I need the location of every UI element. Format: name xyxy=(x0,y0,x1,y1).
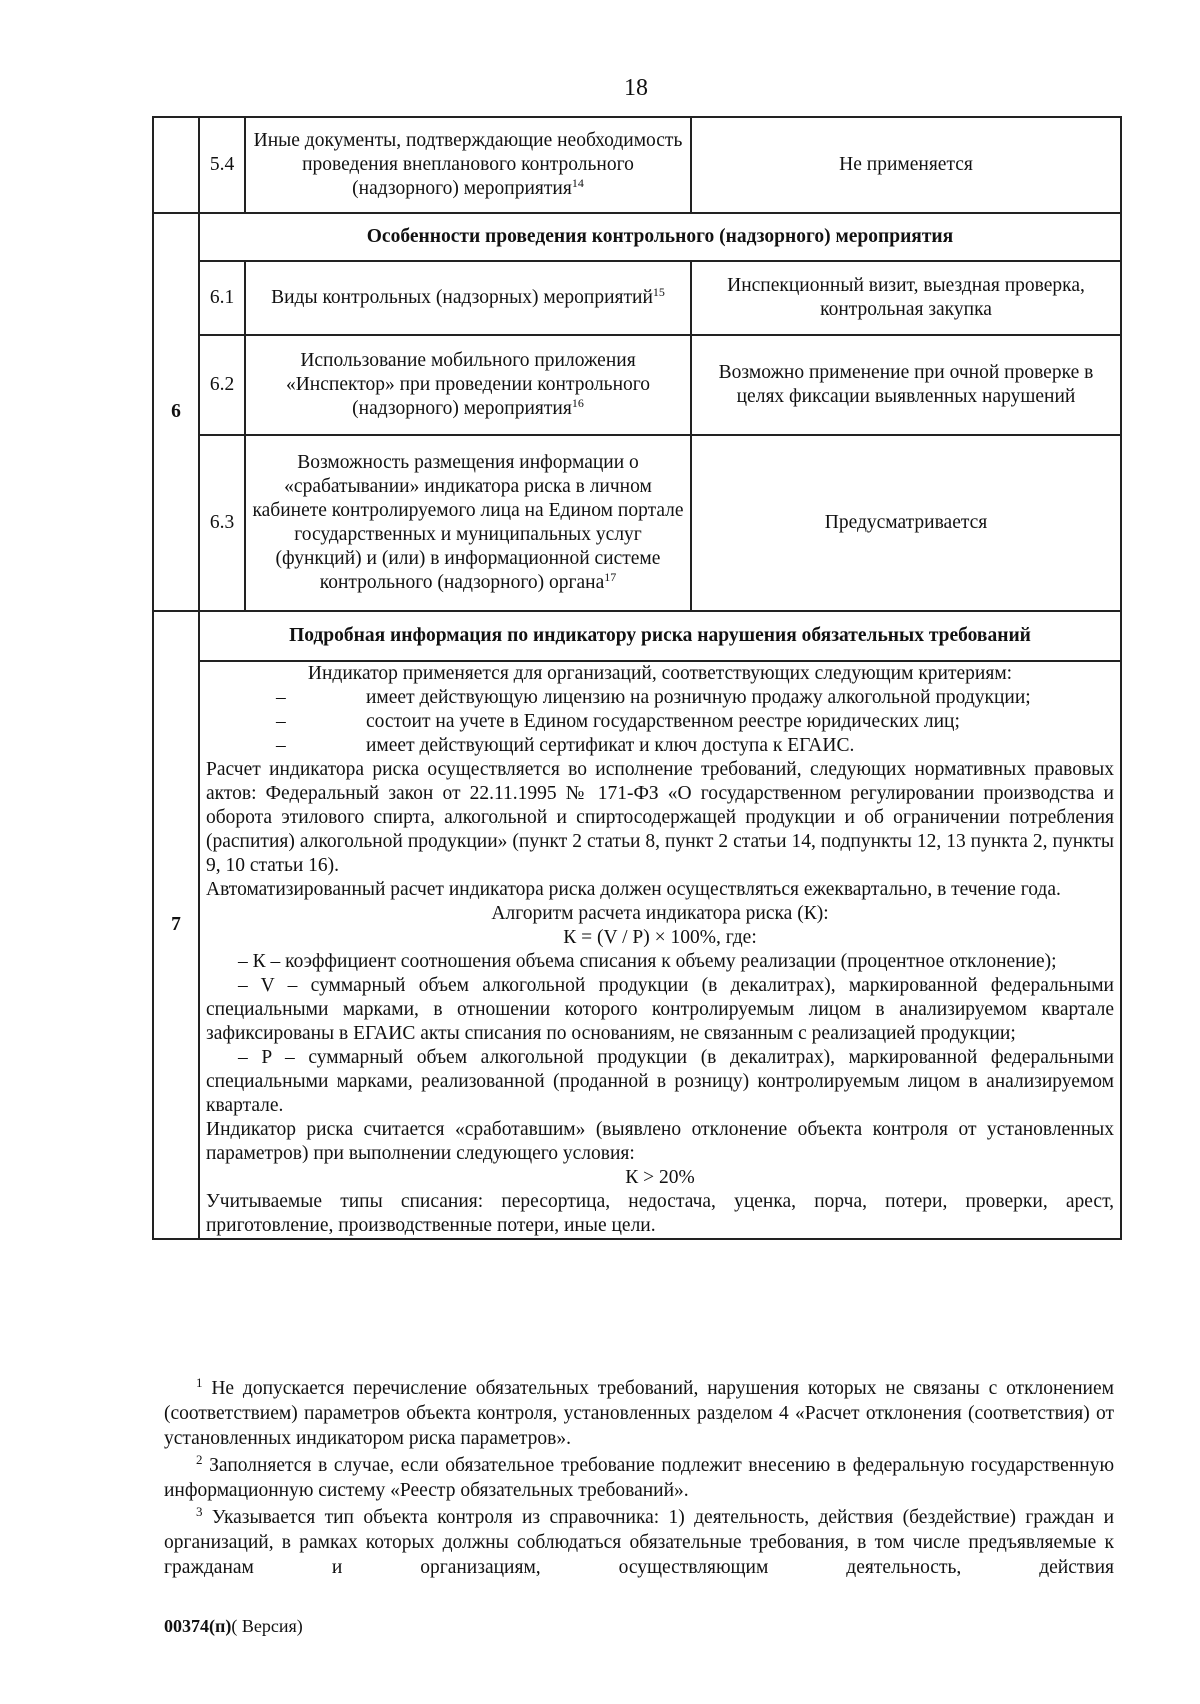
trigger-condition-text: Индикатор риска считается «сработавшим» (выявлено отклонение объекта контроля от установленных параметров) при выполнении следующего условия: xyxy=(206,1119,1114,1164)
row-name xyxy=(245,261,691,335)
criteria-intro: Индикатор применяется для организаций, соответствующих следующим критериям: xyxy=(307,663,1013,684)
page-number: 18 xyxy=(624,75,648,101)
definition-k: – К – коэффициент соотношения объема списания к объему реализации (процентное отклонение); xyxy=(238,951,1057,972)
footnote-text: Заполняется в случае, если обязательное требование подлежит внесению в федеральную государственную информационную систему «Реестр обязательных требований». xyxy=(164,1455,1115,1501)
writeoff-types: Учитываемые типы списания: пересортица, недостача, уценка, порча, потери, проверки, арест, приготовление, производственные потери, иные цели. xyxy=(206,1191,1114,1236)
row-value: Возможно применение при очной проверке в целях фиксации выявленных нарушений xyxy=(691,335,1121,435)
criteria-text: имеет действующий сертификат и ключ доступа к ЕГАИС. xyxy=(366,735,855,756)
criteria-item xyxy=(206,686,1114,710)
document-code-number: 00374(п) xyxy=(164,1616,232,1636)
trigger-condition: К > 20% xyxy=(625,1167,695,1188)
footnote-ref: 16 xyxy=(571,396,584,410)
footnote-mark: 1 xyxy=(196,1375,203,1390)
footnotes xyxy=(164,1376,1114,1582)
indicator-table xyxy=(152,116,1122,1240)
bullet-dash: – xyxy=(276,711,286,732)
row-name-text: Иные документы, подтверждающие необходимость проведения внепланового контрольного (надзорного) мероприятия xyxy=(253,130,683,199)
row-value: Не применяется xyxy=(691,117,1121,213)
section-number: 7 xyxy=(153,611,199,1239)
footnote-text: Указывается тип объекта контроля из справочника: 1) деятельность, действия (бездействие) граждан и организаций, в рамках которых должны соблюдаться обязательные требования, в том числе предъявляемые к гражданам и организациям, осуществляющим деятельность, действия xyxy=(164,1507,1115,1578)
row-name-text: Возможность размещения информации о «срабатывании» индикатора риска в личном кабинете контролируемого лица на Едином портале государственных и муниципальных услуг (функций) и (или) в информационной системе контрольного (надзорного) органа xyxy=(252,452,684,593)
row-number: 6.2 xyxy=(199,335,245,435)
automation-note: Автоматизированный расчет индикатора риска должен осуществляться ежеквартально, в течение года. xyxy=(206,879,1061,900)
bullet-dash: – xyxy=(276,735,286,756)
definition-p: – P – суммарный объем алкогольной продукции (в декалитрах), маркированной федеральными специальными марками, реализованной (проданной в розницу) контролируемым лицом в анализируемом квартале. xyxy=(206,1047,1114,1116)
criteria-item xyxy=(206,734,1114,758)
footnote xyxy=(164,1453,1114,1503)
footnote-text: Не допускается перечисление обязательных требований, нарушения которых не связаны с отклонением (соответствием) параметров объекта контроля, установленных разделом 4 «Расчет отклонения (соответствия) от установленных индикатором риска параметров». xyxy=(164,1378,1114,1449)
footnote xyxy=(164,1376,1114,1451)
footnote-ref: 15 xyxy=(652,285,665,299)
calc-basis: Расчет индикатора риска осуществляется во исполнение требований, следующих нормативных правовых актов: Федеральный закон от 22.11.1995 № 171-ФЗ «О государственном регулировании производства и оборота этилового спирта, алкогольной и спиртосодержащей продукции и об ограничении потребления (распития) алкогольной продукции» (пункт 2 статьи 8, пункт 2 статьи 14, подпункты 12, 13 пункта 2, пункты 9, 10 статьи 16). xyxy=(206,759,1114,876)
section-7-header xyxy=(153,611,1121,661)
row-number: 6.3 xyxy=(199,435,245,611)
bullet-dash: – xyxy=(276,687,286,708)
section-6-header xyxy=(153,213,1121,261)
row-6-3 xyxy=(153,435,1121,611)
document-version: ( Версия) xyxy=(231,1616,303,1636)
algorithm-title: Алгоритм расчета индикатора риска (К): xyxy=(491,903,829,924)
section-7-body xyxy=(153,661,1121,1239)
row-name xyxy=(245,117,691,213)
criteria-text: состоит на учете в Едином государственном реестре юридических лиц; xyxy=(366,711,960,732)
section-title: Подробная информация по индикатору риска нарушения обязательных требований xyxy=(199,611,1121,661)
row-6-1 xyxy=(153,261,1121,335)
row-5-4 xyxy=(153,117,1121,213)
section-title: Особенности проведения контрольного (надзорного) мероприятия xyxy=(199,213,1121,261)
indicator-details xyxy=(199,661,1121,1239)
row-name-text: Виды контрольных (надзорных) мероприятий xyxy=(271,287,653,308)
definition-v: – V – суммарный объем алкогольной продукции (в декалитрах), маркированной федеральными специальными марками, в отношении которого контролируемым лицом в анализируемом квартале зафиксированы в ЕГАИС акты списания по основаниям, не связанным с реализацией продукции; xyxy=(206,975,1114,1044)
footnote-ref: 17 xyxy=(604,570,617,584)
footnote-mark: 3 xyxy=(196,1504,203,1519)
row-name xyxy=(245,435,691,611)
footnote xyxy=(164,1505,1114,1580)
criteria-item xyxy=(206,710,1114,734)
footnote-ref: 14 xyxy=(571,176,584,190)
footnote-mark: 2 xyxy=(196,1452,203,1467)
formula: К = (V / P) × 100%, где: xyxy=(563,927,757,948)
row-value: Предусматривается xyxy=(691,435,1121,611)
row-6-2 xyxy=(153,335,1121,435)
section-number: 6 xyxy=(153,213,199,611)
row-number: 5.4 xyxy=(199,117,245,213)
document-code xyxy=(164,1614,303,1638)
row-value: Инспекционный визит, выездная проверка, контрольная закупка xyxy=(691,261,1121,335)
criteria-text: имеет действующую лицензию на розничную продажу алкогольной продукции; xyxy=(366,687,1031,708)
row-number: 6.1 xyxy=(199,261,245,335)
row-name xyxy=(245,335,691,435)
section-5-cell xyxy=(153,117,199,213)
row-name-text: Использование мобильного приложения «Инспектор» при проведении контрольного (надзорного) мероприятия xyxy=(285,350,651,419)
